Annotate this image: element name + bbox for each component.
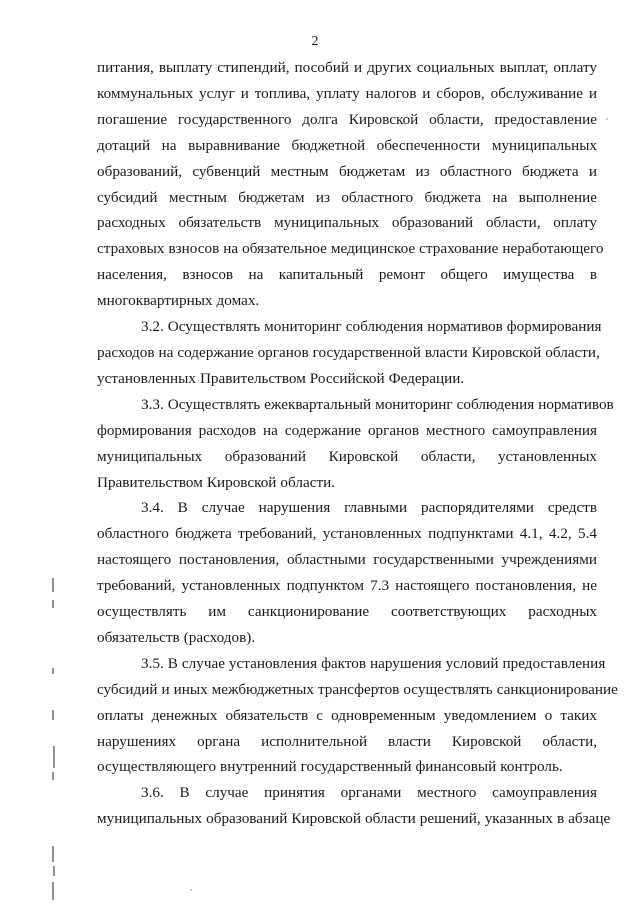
text-line: 3.6. В случае принятия органами местного самоуправления	[141, 784, 597, 802]
text-line: осуществлять им санкционирование соответствующих расходных	[97, 603, 597, 621]
text-line: населения, взносов на капитальный ремонт общего имущества в	[97, 266, 597, 284]
paragraph-item-3-2	[97, 314, 602, 392]
paragraph-item-3-5	[97, 651, 618, 781]
text-line: питания, выплату стипендий, пособий и других социальных выплат, оплату	[97, 59, 597, 76]
paragraph-continuation	[97, 55, 604, 314]
text-line: формирования расходов на содержание органов местного самоуправления	[97, 421, 597, 439]
text-line: оплаты денежных обязательств с одновременным уведомлением о таких	[97, 706, 597, 724]
paragraph-item-3-3	[97, 392, 614, 496]
text-line: субсидий и иных межбюджетных трансфертов осуществлять санкционирование	[97, 680, 618, 698]
text-line: установленных Правительством Российской Федерации.	[97, 369, 465, 387]
text-line: областного бюджета требований, установленных подпунктами 4.1, 4.2, 5.4	[97, 525, 597, 543]
text-line: страховых взносов на обязательное медицинское страхование неработающего	[97, 240, 604, 258]
scan-speck	[190, 889, 192, 891]
text-line: муниципальных образований Кировской области решений, указанных в абзаце	[97, 810, 611, 828]
text-line: расходных обязательств муниципальных образований области, оплату	[97, 214, 597, 232]
text-line: 3.3. Осуществлять ежеквартальный мониторинг соблюдения нормативов	[141, 395, 614, 413]
body-text	[97, 55, 618, 832]
text-line: образований, субвенций местным бюджетам из областного бюджета и	[97, 162, 597, 180]
text-line: расходов на содержание органов государственной власти Кировской области,	[97, 343, 600, 361]
text-line: требований, установленных подпунктом 7.3 настоящего постановления, не	[97, 577, 597, 595]
scan-speck	[606, 118, 608, 120]
text-line: Правительством Кировской области.	[97, 473, 335, 491]
text-line: нарушениях органа исполнительной власти Кировской области,	[97, 732, 597, 750]
text-line: обязательств (расходов).	[97, 628, 256, 646]
text-line: 3.2. Осуществлять мониторинг соблюдения нормативов формирования	[141, 318, 602, 336]
paragraph-item-3-6	[97, 780, 611, 832]
paragraph-item-3-4	[97, 495, 597, 650]
text-line: муниципальных образований Кировской области, установленных	[97, 447, 597, 465]
page-number: 2	[311, 34, 319, 49]
text-line: субсидий местным бюджетам из областного бюджета на выполнение	[97, 188, 597, 206]
text-line: настоящего постановления, областными государственными учреждениями	[97, 551, 597, 569]
text-line: коммунальных услуг и топлива, уплату налогов и сборов, обслуживание и	[97, 84, 597, 102]
text-line: 3.4. В случае нарушения главными распорядителями средств	[141, 499, 597, 517]
scan-margin-marks	[52, 560, 66, 905]
text-line: осуществляющего внутренний государственный финансовый контроль.	[97, 758, 563, 776]
text-line: погашение государственного долга Кировской области, предоставление	[97, 110, 597, 128]
text-line: дотаций на выравнивание бюджетной обеспеченности муниципальных	[97, 136, 597, 154]
text-line: 3.5. В случае установления фактов нарушения условий предоставления	[141, 654, 606, 672]
text-line: многоквартирных домах.	[97, 292, 260, 310]
